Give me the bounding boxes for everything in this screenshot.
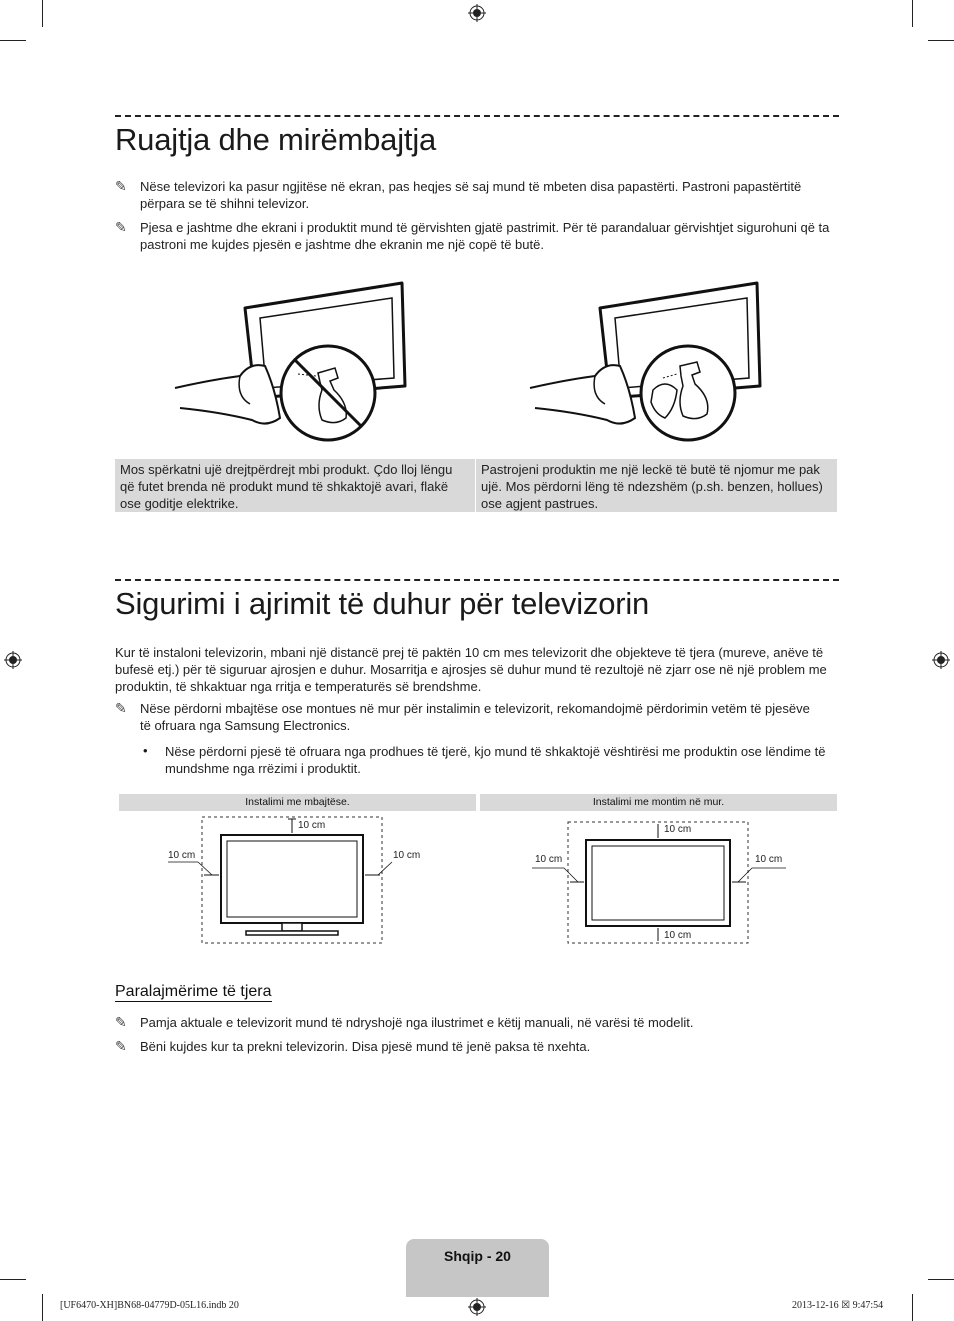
crop-mark [912,1294,913,1321]
page-number-tab [406,1239,549,1297]
clearance-top-label: 10 cm [664,824,692,835]
note-text: Pamja aktuale e televizorit mund të ndryshojë nga ilustrimet e këtij manuali, në varësi të modelit. [140,1015,694,1030]
subsection-title: Paralajmërime të tjera [115,983,272,1000]
section-title: Sigurimi i ajrimit të duhur për televizorin [115,586,650,621]
crop-mark [912,0,913,27]
crosshair-registration-icon [4,651,22,669]
wall-diagram-label: Instalimi me montim në mur. [480,794,837,811]
crop-mark [42,1294,43,1321]
section-title: Ruajtja dhe mirëmbajtja [115,122,437,157]
clearance-top-label: 10 cm [298,820,326,831]
stand-diagram-label: Instalimi me mbajtëse. [119,794,476,811]
caption-left: Mos spërkatni ujë drejtpërdrejt mbi produkt. Çdo lloj lëngu që futet brenda në produkt mund të shkaktojë avari, flakë ose goditje elektrike. [115,459,475,512]
crop-mark [0,1279,26,1280]
stand-clearance-diagram [160,815,400,945]
clearance-bottom-label: 10 cm [664,930,692,941]
clearance-left-label: 10 cm [535,854,563,865]
clearance-right-label: 10 cm [393,850,421,861]
intro-paragraph: Kur të instaloni televizorin, mbani një distancë prej të paktën 10 cm mes televizorit dhe objekteve të tjera (mureve, anëve të bufesë etj.) për të siguruar ajrosjen e duhur. Mosarritja e ajrosjes së duhur mund të rezultojë në zjarr ose në një problem me produktin, të shkaktuar nga rritja e temperaturës së brendshme. [115,645,827,694]
note-text: Bëni kujdes kur ta prekni televizorin. Disa pjesë mund të jenë paksa të nxehta. [140,1039,591,1054]
pencil-note-icon: ✎ [115,700,127,716]
caption-right: Pastrojeni produktin me një leckë të butë të njomur me pak ujë. Mos përdorni lëng të ndezshëm (p.sh. benzen, hollues) ose agjent pastrues. [476,459,837,512]
crosshair-registration-icon [468,4,486,22]
pencil-note-icon: ✎ [115,219,127,235]
bullet-text: Nëse përdorni pjesë të ofruara nga prodhues të tjerë, kjo mund të shkaktojë vështirësi me produktin ose lëndime të mundshme nga rrëzimi i produktit. [165,744,826,776]
crop-mark [0,40,26,41]
no-spray-illustration [170,278,410,448]
crosshair-registration-icon [468,1298,486,1316]
note-text: Nëse televizori ka pasur ngjitëse në ekran, pas heqjes së saj mund të mbeten disa papastërti. Pastroni papastërtitë përpara se të shihni televizor. [140,179,802,211]
wipe-cloth-illustration [525,278,765,448]
file-info: [UF6470-XH]BN68-04779D-05L16.indb 20 [60,1300,239,1311]
crop-mark [928,40,954,41]
clearance-right-label: 10 cm [755,854,783,865]
clearance-left-label: 10 cm [168,850,196,861]
crosshair-registration-icon [932,651,950,669]
bullet-marker: • [143,743,148,758]
crop-mark [42,0,43,27]
note-text: Pjesa e jashtme dhe ekrani i produktit mund të gërvishten gjatë pastrimit. Për të parandaluar gërvishtjet sigurohuni që ta pastroni me kujdes pjesën e jashtme dhe ekranin me një copë të butë. [140,220,830,252]
crop-mark [928,1279,954,1280]
section-divider [115,579,839,581]
pencil-note-icon: ✎ [115,178,127,194]
section-divider [115,115,839,117]
page-number: Shqip - 20 [444,1248,511,1264]
wall-clearance-diagram [528,820,790,946]
pencil-note-icon: ✎ [115,1014,127,1030]
note-text: Nëse përdorni mbajtëse ose montues në mur për instalimin e televizorit, rekomandojmë përdorimin vetëm të pjesëve të ofruara nga Samsung Electronics. [140,701,810,733]
print-date: 2013-12-16 ☒ 9:47:54 [792,1300,884,1311]
pencil-note-icon: ✎ [115,1038,127,1054]
